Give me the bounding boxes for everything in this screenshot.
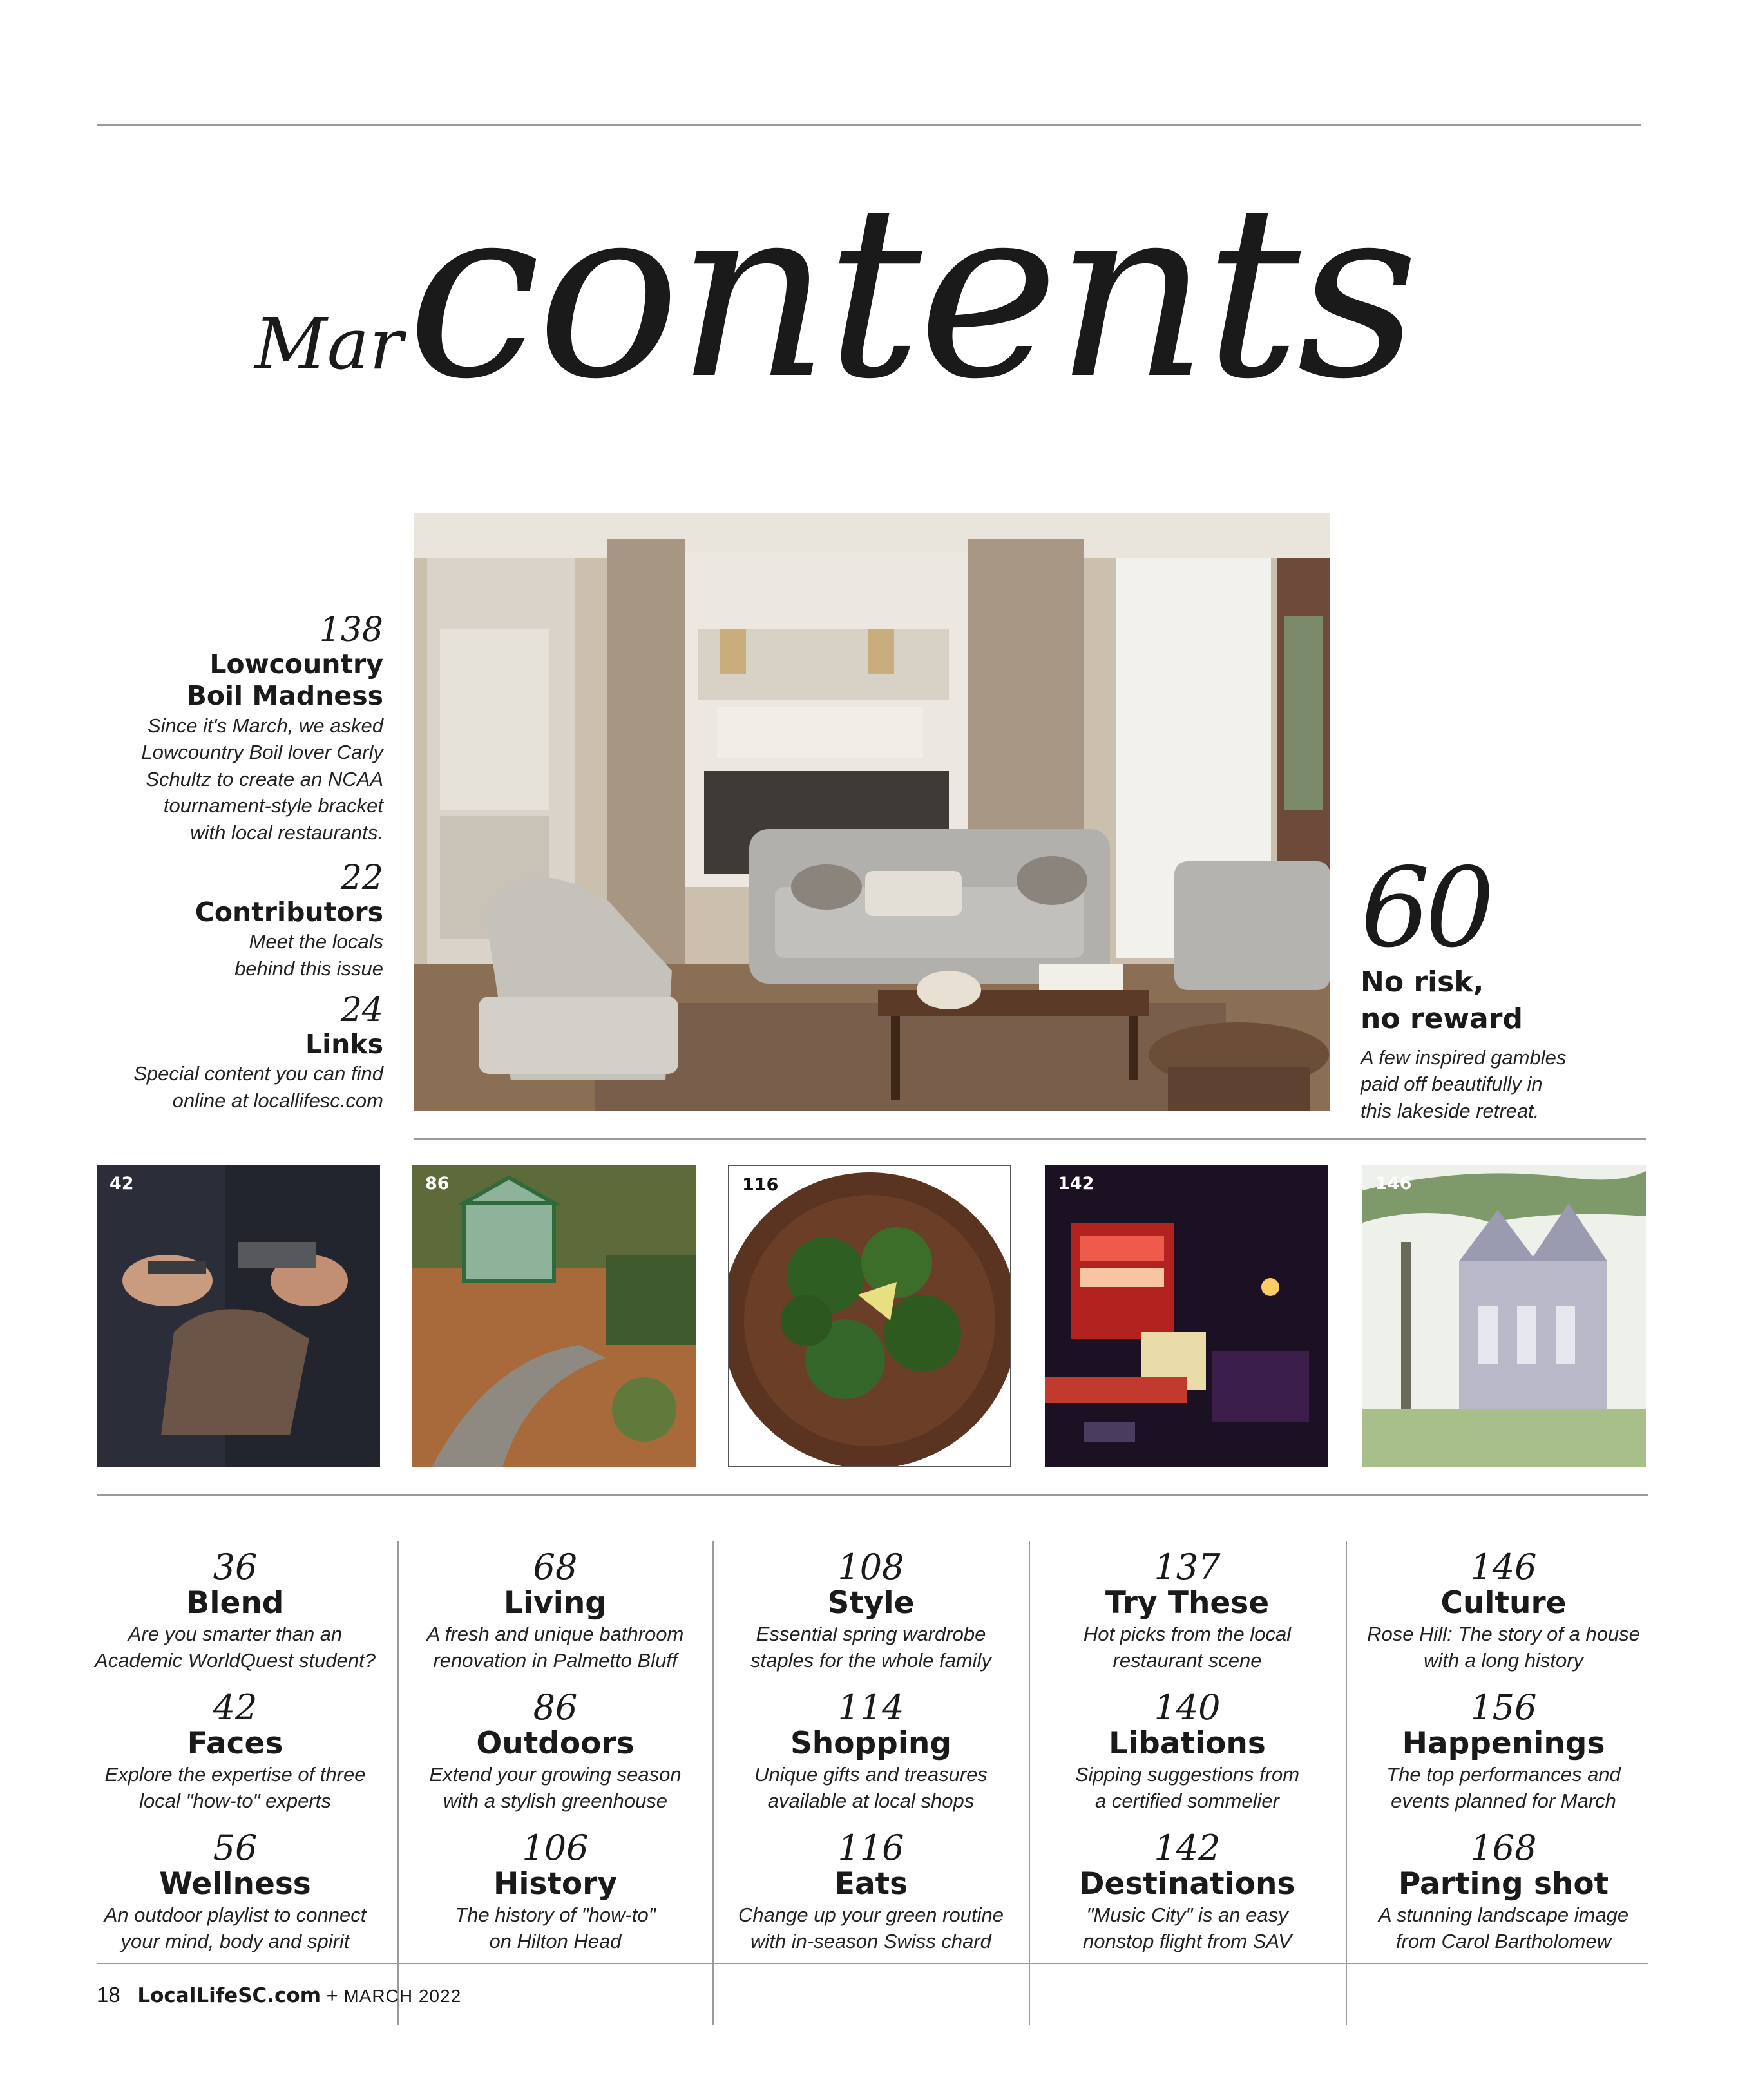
thumb-swiss-chard[interactable] bbox=[728, 1165, 1011, 1467]
entry-description: behind this issue bbox=[234, 957, 383, 980]
rose-hill-painting-illustration bbox=[1362, 1165, 1646, 1467]
toc-entry[interactable] bbox=[404, 1549, 707, 1690]
page-number: 86 bbox=[533, 1687, 578, 1728]
feature-heading: no reward bbox=[1361, 1002, 1523, 1035]
entry-description: Essential spring wardrobe bbox=[756, 1622, 986, 1645]
toc-entry[interactable] bbox=[84, 1549, 387, 1690]
toc-entry[interactable] bbox=[720, 1830, 1022, 1971]
entry-description: from Carol Bartholomew bbox=[1395, 1929, 1612, 1952]
page-footer bbox=[97, 1983, 461, 2007]
entry-heading: History bbox=[493, 1866, 617, 1902]
entry-description: "Music City" is an easy bbox=[1086, 1903, 1288, 1926]
bottom-rule bbox=[97, 1963, 1648, 1964]
thumb-number: 146 bbox=[1375, 1174, 1412, 1194]
left-entry-2[interactable] bbox=[77, 860, 383, 982]
entry-description: restaurant scene bbox=[1113, 1648, 1262, 1672]
entry-description: Since it's March, we asked bbox=[147, 714, 383, 737]
toc-column-1 bbox=[84, 1549, 387, 1971]
page-number: 168 bbox=[1470, 1828, 1537, 1868]
entry-description: Explore the expertise of three bbox=[104, 1762, 366, 1786]
thumb-number: 42 bbox=[110, 1174, 134, 1194]
entry-description: Lowcountry Boil lover Carly bbox=[141, 741, 383, 764]
toc-column-4 bbox=[1036, 1549, 1339, 1971]
thumb-number: 142 bbox=[1058, 1174, 1094, 1194]
entry-heading: Shopping bbox=[790, 1725, 952, 1761]
toc-entry[interactable] bbox=[404, 1830, 707, 1971]
column-divider bbox=[712, 1541, 714, 2025]
entry-heading: Style bbox=[827, 1585, 915, 1621]
entry-description: on Hilton Head bbox=[489, 1929, 622, 1952]
entry-description: A fresh and unique bathroom bbox=[426, 1622, 684, 1645]
entry-heading: Links bbox=[305, 1029, 383, 1060]
footer-separator: + bbox=[326, 1984, 338, 2007]
feature-description: this lakeside retreat. bbox=[1361, 1099, 1540, 1122]
entry-description: Sipping suggestions from bbox=[1074, 1762, 1300, 1786]
entry-description: a certified sommelier bbox=[1095, 1789, 1279, 1812]
entry-heading: Blend bbox=[186, 1585, 284, 1621]
toc-column-2 bbox=[404, 1549, 707, 1971]
entry-heading: Outdoors bbox=[476, 1725, 635, 1761]
page-number: 146 bbox=[1470, 1547, 1537, 1587]
feature-heading: No risk, bbox=[1361, 966, 1484, 998]
entry-heading: Eats bbox=[834, 1866, 908, 1902]
page-number: 108 bbox=[837, 1547, 904, 1587]
entry-description: The history of "how-to" bbox=[455, 1903, 656, 1926]
entry-heading: Destinations bbox=[1079, 1866, 1295, 1902]
entry-description: with local restaurants. bbox=[190, 821, 383, 844]
entry-description: online at locallifesc.com bbox=[172, 1089, 383, 1112]
footer-page-number: 18 bbox=[97, 1983, 120, 2007]
entry-description: renovation in Palmetto Bluff bbox=[433, 1648, 678, 1672]
entry-description: with in-season Swiss chard bbox=[750, 1929, 991, 1952]
column-divider bbox=[1346, 1541, 1347, 2025]
thumb-rose-hill[interactable] bbox=[1362, 1165, 1646, 1467]
page-number: 68 bbox=[533, 1547, 578, 1587]
entry-description: tournament-style bracket bbox=[163, 794, 383, 817]
entry-heading: Try These bbox=[1105, 1585, 1270, 1621]
toc-entry[interactable] bbox=[720, 1687, 1022, 1830]
page-title: contents bbox=[407, 155, 1415, 432]
column-divider bbox=[1029, 1541, 1030, 2025]
entry-description: events planned for March bbox=[1391, 1789, 1616, 1812]
entry-description: Meet the locals bbox=[249, 930, 383, 953]
page-number: 138 bbox=[319, 611, 383, 649]
entry-heading: Living bbox=[504, 1585, 607, 1621]
page-number: 106 bbox=[522, 1828, 589, 1868]
thumb-nashville[interactable] bbox=[1045, 1165, 1328, 1467]
footer-site-link[interactable]: LocalLifeSC.com bbox=[137, 1984, 321, 2007]
toc-entry[interactable] bbox=[84, 1687, 387, 1830]
entry-heading: Contributors bbox=[195, 897, 383, 928]
entry-description: local "how-to" experts bbox=[139, 1789, 331, 1812]
page-number: 22 bbox=[340, 859, 383, 897]
entry-description: Hot picks from the local bbox=[1083, 1622, 1292, 1645]
page-number: 156 bbox=[1470, 1687, 1537, 1728]
page-number: 140 bbox=[1154, 1687, 1221, 1728]
entry-description: Rose Hill: The story of a house bbox=[1367, 1622, 1640, 1645]
neon-signs-illustration bbox=[1045, 1165, 1328, 1467]
thumb-number: 116 bbox=[742, 1175, 779, 1195]
toc-entry[interactable] bbox=[1036, 1830, 1339, 1971]
entry-heading: Libations bbox=[1109, 1725, 1266, 1761]
feature-entry[interactable] bbox=[1361, 845, 1670, 1124]
entry-heading: Lowcountry bbox=[209, 649, 383, 680]
entry-description: Extend your growing season bbox=[429, 1762, 682, 1786]
page-number: 36 bbox=[213, 1547, 258, 1587]
toc-entry[interactable] bbox=[1036, 1549, 1339, 1690]
toc-entry[interactable] bbox=[84, 1830, 387, 1971]
entry-heading: Boil Madness bbox=[186, 680, 383, 712]
title-month: Mar bbox=[254, 303, 403, 385]
entry-description: An outdoor playlist to connect bbox=[104, 1903, 367, 1926]
feature-page-number: 60 bbox=[1361, 845, 1490, 972]
entry-description: with a stylish greenhouse bbox=[443, 1789, 668, 1812]
entry-description: your mind, body and spirit bbox=[120, 1929, 350, 1952]
page-number: 114 bbox=[837, 1687, 904, 1728]
entry-description: Schultz to create an NCAA bbox=[146, 767, 383, 790]
entry-description: Unique gifts and treasures bbox=[754, 1762, 988, 1786]
entry-heading: Wellness bbox=[159, 1866, 311, 1902]
chard-bowl-illustration bbox=[729, 1166, 1010, 1466]
thumb-faces[interactable] bbox=[97, 1165, 380, 1467]
top-rule bbox=[97, 124, 1641, 126]
page-number: 24 bbox=[340, 991, 383, 1029]
middle-rule bbox=[414, 1138, 1646, 1140]
left-entry-3[interactable] bbox=[77, 992, 383, 1114]
entry-heading: Faces bbox=[187, 1725, 283, 1761]
thumb-greenhouse[interactable] bbox=[412, 1165, 696, 1467]
entry-heading: Culture bbox=[1440, 1585, 1567, 1621]
footer-issue-date: MARCH 2022 bbox=[343, 1986, 462, 2006]
lower-rule bbox=[97, 1494, 1648, 1496]
hands-hammer-illustration bbox=[97, 1165, 380, 1467]
page-number: 42 bbox=[213, 1687, 258, 1728]
toc-entry[interactable] bbox=[1352, 1830, 1655, 1971]
entry-description: Change up your green routine bbox=[738, 1903, 1004, 1926]
entry-description: Academic WorldQuest student? bbox=[95, 1648, 376, 1672]
entry-description: staples for the whole family bbox=[750, 1648, 991, 1672]
feature-description: A few inspired gambles bbox=[1361, 1045, 1567, 1069]
hero-living-room-photo bbox=[414, 513, 1330, 1111]
toc-entry[interactable] bbox=[1352, 1549, 1655, 1690]
feature-description: paid off beautifully in bbox=[1361, 1073, 1543, 1096]
toc-column-3 bbox=[720, 1549, 1022, 1971]
entry-description: available at local shops bbox=[767, 1789, 975, 1812]
entry-heading: Parting shot bbox=[1398, 1866, 1609, 1902]
left-entry-1[interactable] bbox=[77, 612, 383, 846]
entry-description: Are you smarter than an bbox=[128, 1622, 343, 1645]
greenhouse-illustration bbox=[412, 1165, 696, 1467]
toc-entry[interactable] bbox=[404, 1687, 707, 1830]
toc-entry[interactable] bbox=[1352, 1687, 1655, 1830]
entry-description: nonstop flight from SAV bbox=[1083, 1929, 1292, 1952]
entry-heading: Happenings bbox=[1402, 1725, 1605, 1761]
entry-description: The top performances and bbox=[1386, 1762, 1621, 1786]
entry-description: Special content you can find bbox=[133, 1062, 383, 1085]
entry-description: A stunning landscape image bbox=[1378, 1903, 1629, 1926]
toc-entry[interactable] bbox=[1036, 1687, 1339, 1830]
column-divider bbox=[397, 1541, 399, 2025]
toc-entry[interactable] bbox=[720, 1549, 1022, 1690]
toc-column-5 bbox=[1352, 1549, 1655, 1971]
page-number: 142 bbox=[1154, 1828, 1221, 1868]
entry-description: with a long history bbox=[1423, 1648, 1584, 1672]
page-number: 56 bbox=[213, 1828, 258, 1868]
thumb-number: 86 bbox=[425, 1174, 450, 1194]
page-number: 116 bbox=[837, 1828, 904, 1868]
living-room-illustration bbox=[414, 513, 1330, 1111]
page-number: 137 bbox=[1154, 1547, 1221, 1587]
